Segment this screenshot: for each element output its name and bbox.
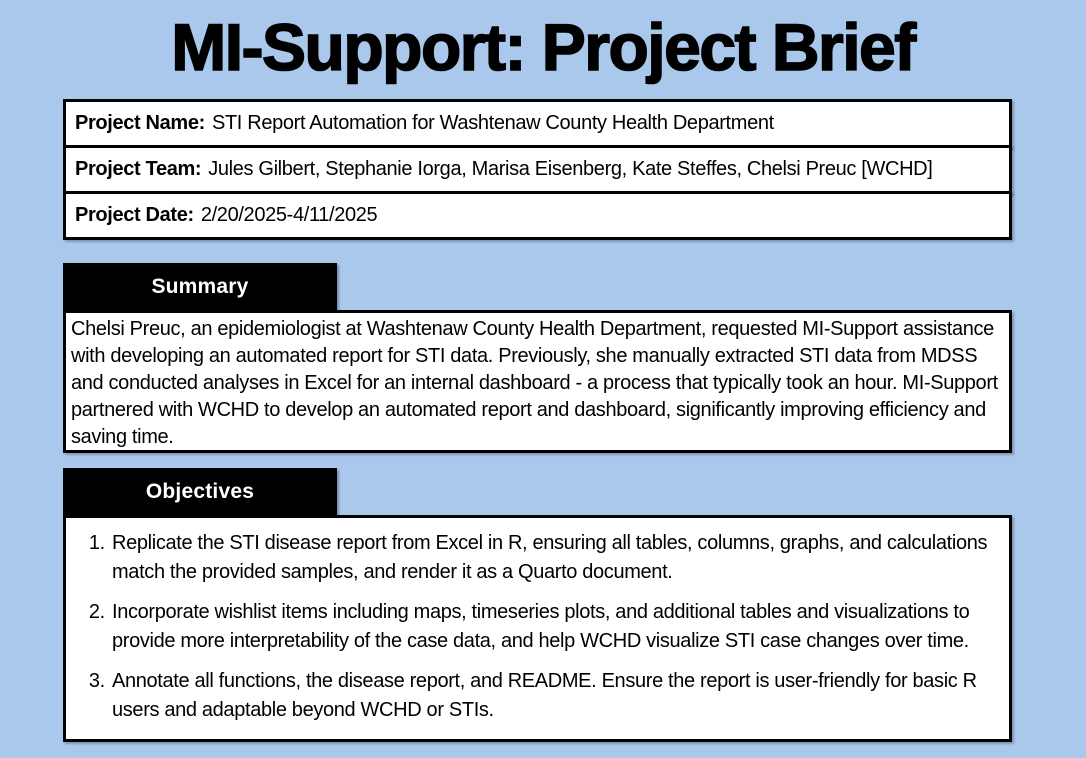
project-team-value: Jules Gilbert, Stephanie Iorga, Marisa Eisenberg, Kate Steffes, Chelsi Preuc [WCHD] [208,158,933,180]
objectives-list [66,529,991,725]
project-brief-page [0,4,1086,758]
summary-body: Chelsi Preuc, an epidemiologist at Washtenaw County Health Department, requested MI-Support assistance with developing an automated report for STI data. Previously, she manually extracted STI data from MDSS and conducted analyses in Excel for an internal dashboard - a process that typically took an hour. MI-Support partnered with WCHD to develop an automated report and dashboard, significantly improving efficiency and saving time. [63,310,1012,453]
page-title: MI-Support: Project Brief [171,10,915,84]
project-team-row [63,145,1012,194]
project-team-label: Project Team: [75,158,202,180]
project-name-label: Project Name: [75,112,205,134]
objective-item-2: 2. Incorporate wishlist items including maps, timeseries plots, and additional tables and visualizations to provide more interpretability of the case data, and help WCHD visualize STI case changes over time. [110,598,991,656]
project-info-table [63,99,1012,240]
objectives-section-header: Objectives [63,468,337,515]
project-date-label: Project Date: [75,204,194,226]
project-name-value: STI Report Automation for Washtenaw County Health Department [211,112,774,134]
project-name-row [63,99,1012,148]
objective-item-1: 1. Replicate the STI disease report from Excel in R, ensuring all tables, columns, graphs, and calculations match the provided samples, and render it as a Quarto document. [110,529,991,587]
summary-section-header: Summary [63,263,337,310]
project-date-value: 2/20/2025-4/11/2025 [200,204,378,226]
objectives-body [63,515,1012,742]
project-date-row [63,191,1012,240]
objective-item-3: 3. Annotate all functions, the disease report, and README. Ensure the report is user-friendly for basic R users and adaptable beyond WCHD or STIs. [110,667,991,725]
content-column [63,99,1012,742]
